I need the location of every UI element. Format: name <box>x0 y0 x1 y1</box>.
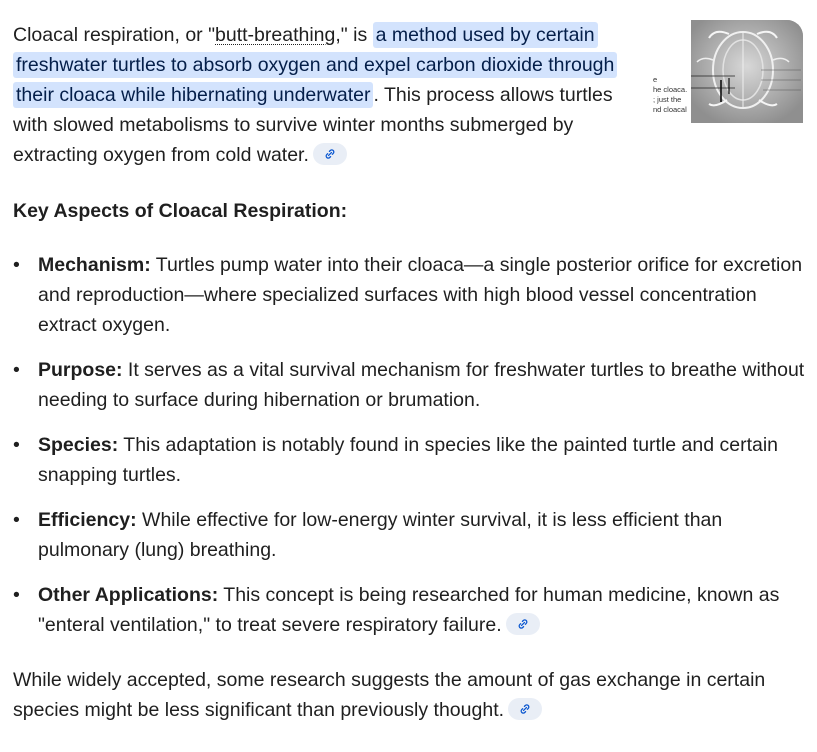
aspect-title: Other Applications: <box>38 584 219 606</box>
bullet-icon: • <box>13 254 20 276</box>
intro-rest: . This process allows turtles with slowed metabolisms to survive winter months submerged by extracting oxygen from cold water. <box>13 84 613 166</box>
aspect-title: Efficiency: <box>38 509 137 531</box>
bullet-icon: • <box>13 584 20 606</box>
bullet-icon: • <box>13 434 20 456</box>
source-link-chip[interactable] <box>313 143 347 165</box>
aspect-text: This adaptation is notably found in species like the painted turtle and certain snapping turtles. <box>38 434 779 486</box>
turtle-skeleton-image <box>691 20 803 123</box>
aspect-title: Species: <box>38 434 119 456</box>
list-item <box>13 250 808 340</box>
intro-paragraph <box>13 20 633 170</box>
source-link-chip[interactable] <box>508 698 542 720</box>
aspect-text: It serves as a vital survival mechanism for freshwater turtles to breathe without needing to surface during hibernation or brumation. <box>38 359 805 411</box>
aspect-text: This concept is being researched for human medicine, known as "enteral ventilation," to treat severe respiratory failure. <box>38 584 780 636</box>
thumbnail-caption-line: e <box>653 75 658 84</box>
aspects-list <box>13 250 808 655</box>
aspect-text: While effective for low-energy winter survival, it is less efficient than pulmonary (lung) breathing. <box>38 509 723 561</box>
section-heading: Key Aspects of Cloacal Respiration: <box>13 200 348 222</box>
term-link[interactable]: butt-breathing <box>215 24 336 46</box>
thumbnail-caption-line: nd cloacal <box>653 105 687 114</box>
aspect-title: Purpose: <box>38 359 123 381</box>
thumbnail-caption-line: ; just the <box>653 95 682 104</box>
bullet-icon: • <box>13 509 20 531</box>
outro-text: While widely accepted, some research suggests the amount of gas exchange in certain species might be less significant than previously thought. <box>13 669 766 721</box>
link-icon <box>323 147 337 161</box>
source-thumbnail[interactable] <box>653 20 816 124</box>
list-item <box>13 430 808 490</box>
bullet-icon: • <box>13 359 20 381</box>
list-item <box>13 580 808 640</box>
intro-after-term: ," is <box>335 24 373 46</box>
source-link-chip[interactable] <box>506 613 540 635</box>
highlighted-definition: a method used by certain freshwater turtles to absorb oxygen and expel carbon dioxide through their cloaca while hibernating underwater <box>13 22 617 108</box>
ai-overview-content <box>13 20 808 721</box>
aspect-title: Mechanism: <box>38 254 151 276</box>
turtle-anatomy-illustration <box>691 20 803 123</box>
link-icon <box>516 617 530 631</box>
link-icon <box>518 702 532 716</box>
aspect-text: Turtles pump water into their cloaca—a single posterior orifice for excretion and reproduction—where specialized surfaces with high blood vessel concentration extract oxygen. <box>38 254 803 336</box>
intro-lead: Cloacal respiration, or " <box>13 24 216 46</box>
list-item <box>13 355 808 415</box>
thumbnail-caption-line: he cloaca. <box>653 85 688 94</box>
list-item <box>13 505 808 565</box>
closing-paragraph <box>13 665 808 725</box>
